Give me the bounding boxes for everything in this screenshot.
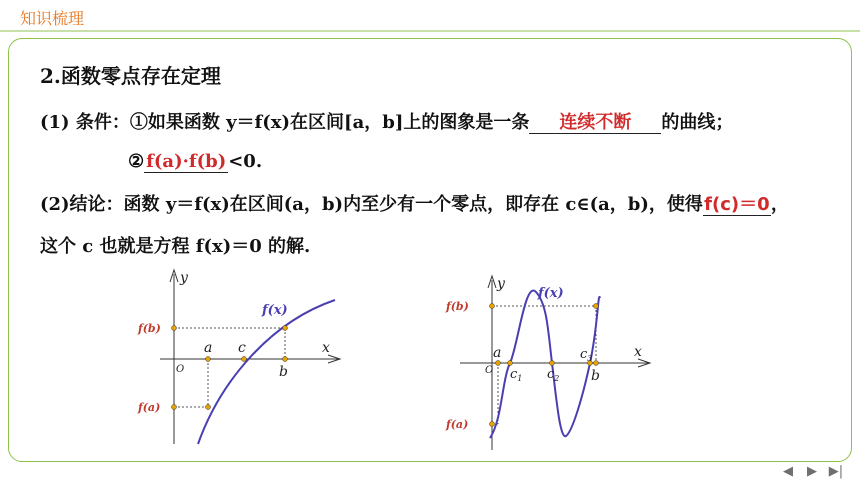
condition-2-tail: <0. bbox=[228, 151, 263, 172]
graph2-fb-label: f(b) bbox=[446, 300, 469, 313]
graph2-b-label: b bbox=[591, 368, 600, 384]
graph2-c1-label bbox=[510, 367, 522, 383]
condition-line-1 bbox=[40, 108, 733, 134]
graph2-c1-main: c bbox=[510, 367, 518, 382]
header-divider bbox=[0, 30, 860, 32]
condition-lead: (1) 条件：①如果函数 y＝f(x)在区间[a，b]上的图象是一条 bbox=[40, 112, 530, 133]
graph2-c3-sub: 3 bbox=[587, 354, 593, 363]
graph2-c1-sub: 1 bbox=[517, 374, 523, 383]
graph-oscillating bbox=[440, 270, 660, 460]
graph2-c3-label bbox=[580, 347, 592, 363]
graph2-guides bbox=[492, 306, 596, 424]
graph1-fb-label: f(b) bbox=[138, 322, 161, 335]
graph1-fa-label: f(a) bbox=[138, 401, 161, 414]
condition-tail: 的曲线； bbox=[661, 112, 734, 133]
answer-fc-zero: f(c)＝0 bbox=[704, 194, 770, 215]
graph2-x-label: x bbox=[634, 344, 642, 360]
section-title: 知识梳理 bbox=[20, 9, 85, 28]
graph1-b-label: b bbox=[279, 364, 288, 380]
conclusion-line-1 bbox=[40, 190, 789, 216]
conclusion-tail: ， bbox=[770, 194, 789, 215]
next-slide-button[interactable]: ▶ bbox=[807, 463, 817, 479]
graph2-axes bbox=[460, 276, 650, 450]
answer-product: f(a)·f(b) bbox=[146, 151, 227, 172]
graph2-points bbox=[490, 304, 599, 427]
graph1-y-label: y bbox=[180, 270, 188, 286]
graph2-curve bbox=[490, 291, 600, 438]
prev-slide-button[interactable]: ◀ bbox=[783, 463, 793, 479]
graph1-x-label: x bbox=[322, 340, 330, 356]
graph2-origin: O bbox=[485, 365, 494, 376]
answer-continuous: 连续不断 bbox=[529, 114, 661, 134]
theorem-heading: 2.函数零点存在定理 bbox=[40, 64, 221, 88]
graph-monotonic bbox=[130, 262, 350, 452]
graph2-fa-label: f(a) bbox=[446, 418, 469, 431]
graph2-y-label: y bbox=[497, 276, 505, 292]
graph1-a-label: a bbox=[204, 340, 213, 356]
condition-2-prefix: ② bbox=[128, 151, 145, 172]
graph1-curve-label: f(x) bbox=[262, 303, 288, 318]
graph2-c3-main: c bbox=[580, 347, 588, 362]
graph1-origin: O bbox=[176, 364, 185, 375]
conclusion-line-2: 这个 c 也就是方程 f(x)＝0 的解. bbox=[40, 236, 311, 257]
graph1-c-label: c bbox=[238, 340, 246, 356]
last-slide-button[interactable]: ▶| bbox=[828, 463, 844, 479]
graph2-c2-sub: 2 bbox=[554, 374, 560, 383]
graph1-curve bbox=[198, 300, 335, 444]
graph2-c2-label bbox=[547, 367, 559, 383]
conclusion-lead: (2)结论：函数 y＝f(x)在区间(a，b)内至少有一个零点，即存在 c∈(a，b)，使得 bbox=[40, 194, 703, 215]
graph2-curve-label: f(x) bbox=[538, 286, 564, 301]
graph2-c2-main: c bbox=[547, 367, 555, 382]
graph2-a-label: a bbox=[493, 345, 502, 361]
condition-line-2 bbox=[128, 151, 262, 173]
